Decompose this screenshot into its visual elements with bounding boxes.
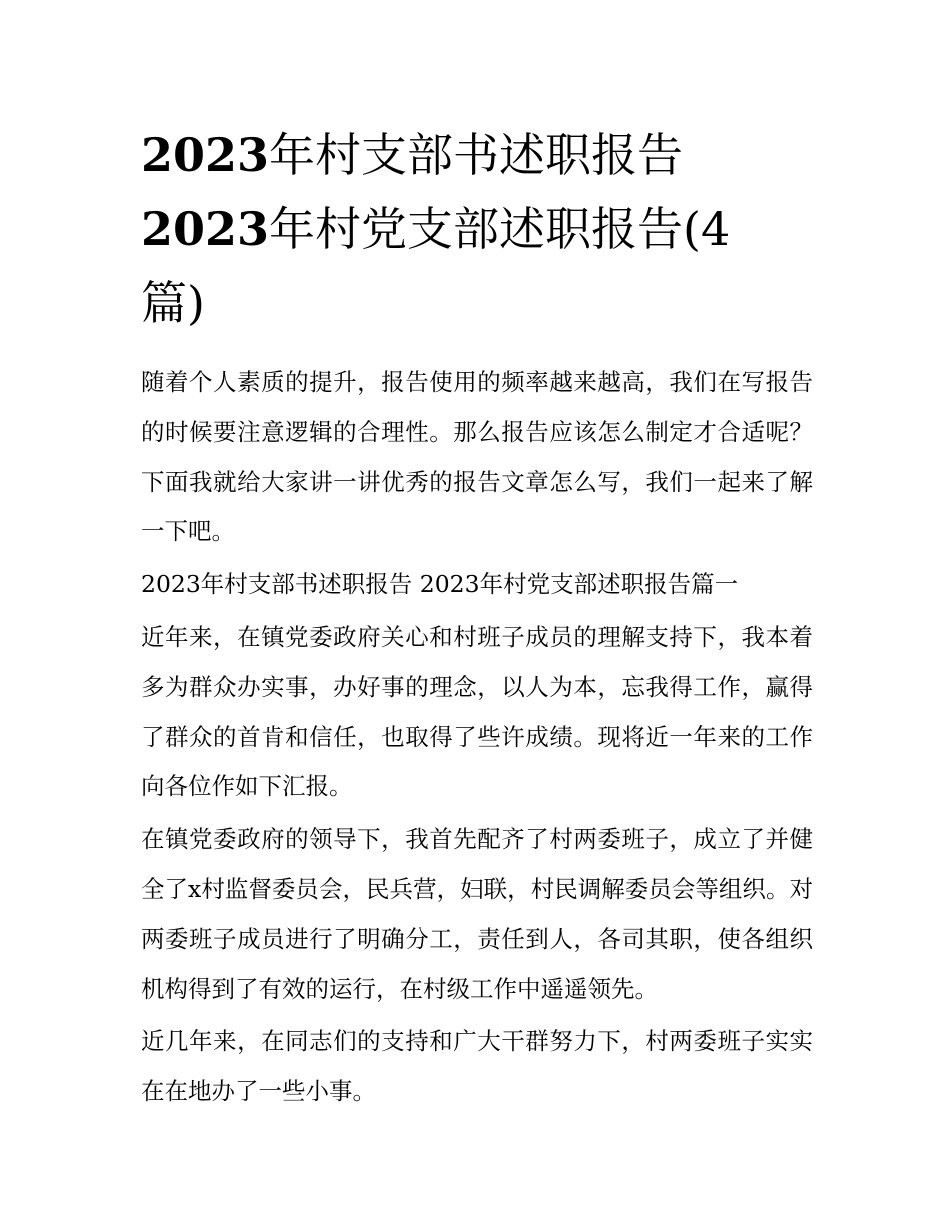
title-text-1: 年村支部书述职报告 (269, 128, 684, 182)
title-text-2: 年村党支部述职报告(4 (269, 202, 731, 256)
title-year-2: 2023 (141, 202, 270, 256)
body-paragraph-1: 近年来，在镇党委政府关心和村班子成员的理解支持下，我本着多为群众办实事，办好事的理念，以人为本，忘我得工作，赢得了群众的首肯和信任，也取得了些许成绩。现将近一年来的工作向各位作如下汇报。 (141, 622, 813, 801)
intro-paragraph: 随着个人素质的提升，报告使用的频率越来越高，我们在写报告的时候要注意逻辑的合理性。那么报告应该怎么制定才合适呢？下面我就给大家讲一讲优秀的报告文章怎么写，我们一起来了解一下吧。 (141, 368, 813, 546)
section-heading: 2023年村支部书述职报告 2023年村党支部述职报告篇一 (141, 570, 739, 599)
document-title (141, 118, 813, 340)
title-text-3: 篇) (141, 276, 205, 330)
body-paragraph-2: 在镇党委政府的领导下，我首先配齐了村两委班子，成立了并健全了x村监督委员会，民兵营，妇联，村民调解委员会等组织。对两委班子成员进行了明确分工，责任到人，各司其职，使各组织机构得到了有效的运行，在村级工作中遥遥领先。 (141, 825, 813, 1003)
title-year-1: 2023 (141, 128, 270, 182)
document-page (141, 118, 813, 1120)
body-paragraph-3: 近几年来，在同志们的支持和广大干群努力下，村两委班子实实在在地办了一些小事。 (141, 1027, 813, 1106)
document-body (141, 358, 813, 1117)
